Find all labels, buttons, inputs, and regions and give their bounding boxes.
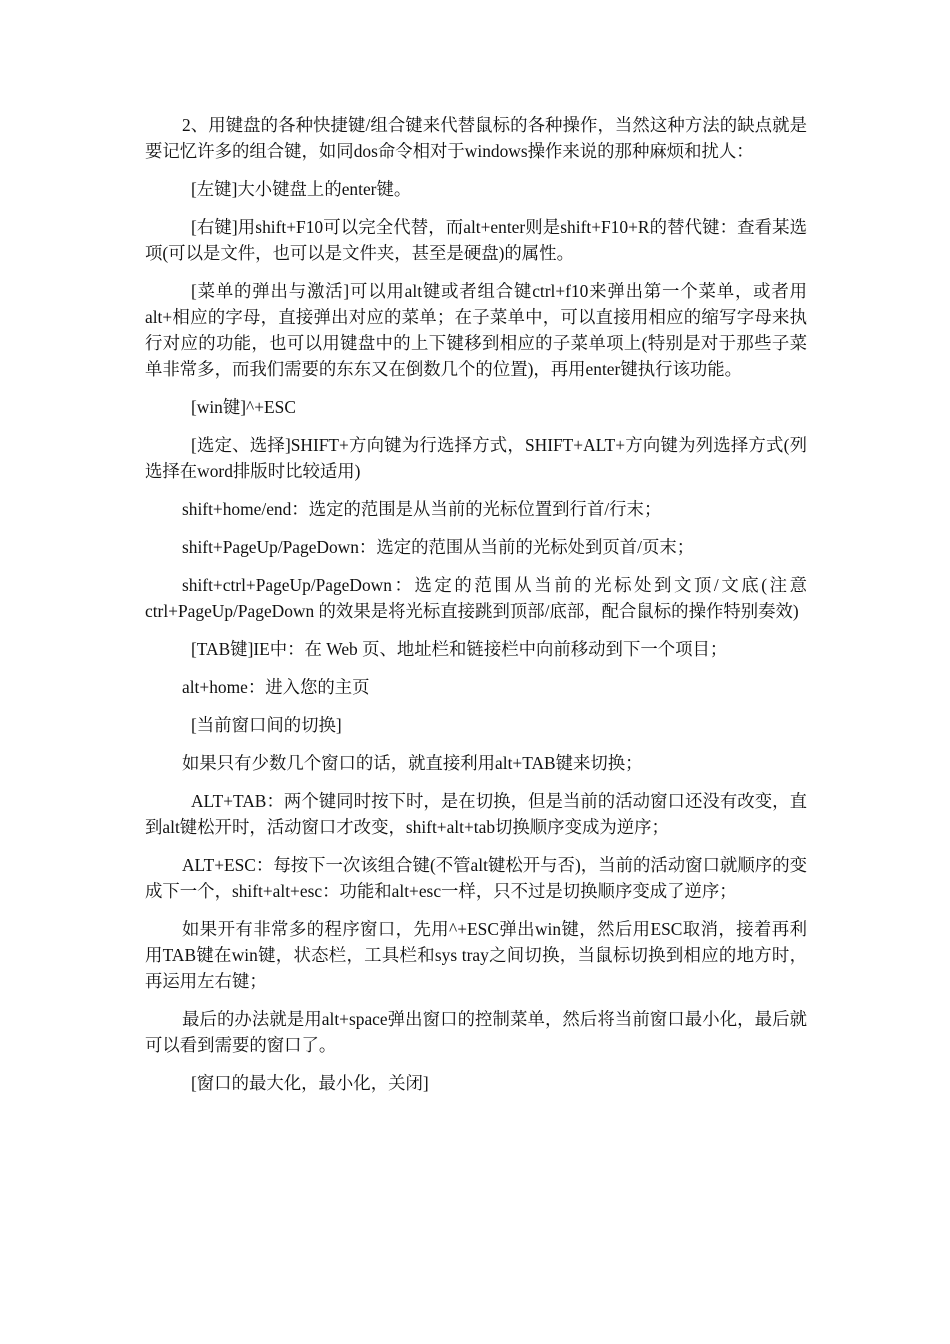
paragraph-keyboard-shortcuts-intro: 2、用键盘的各种快捷键/组合键来代替鼠标的各种操作，当然这种方法的缺点就是要记忆许多的组合键，如同dos命令相对于windows操作来说的那种麻烦和扰人： [145,115,807,161]
paragraph-right-click: [右键]用shift+F10可以完全代替，而alt+enter则是shift+F10+R的替代键：查看某选项(可以是文件，也可以是文件夹，甚至是硬盘)的属性。 [145,217,807,263]
paragraph-alt-tab: ALT+TAB：两个键同时按下时，是在切换，但是当前的活动窗口还没有改变，直到alt键松开时，活动窗口才改变，shift+alt+tab切换顺序变成为逆序； [145,791,807,837]
paragraph-window-switch-heading: [当前窗口间的切换] [191,715,342,735]
paragraph-alt-space: 最后的办法就是用alt+space弹出窗口的控制菜单，然后将当前窗口最小化，最后就可以看到需要的窗口了。 [145,1009,807,1055]
paragraph-many-windows: 如果开有非常多的程序窗口，先用^+ESC弹出win键，然后用ESC取消，接着再利用TAB键在win键，状态栏，工具栏和sys tray之间切换，当鼠标切换到相应的地方时，再运用左右键； [145,919,807,991]
paragraph-shift-home-end: shift+home/end：选定的范围是从当前的光标位置到行首/行末； [182,499,662,519]
paragraph-alt-esc: ALT+ESC：每按下一次该组合键(不管alt键松开与否)，当前的活动窗口就顺序的变成下一个，shift+alt+esc：功能和alt+esc一样，只不过是切换顺序变成了逆序； [145,855,807,901]
paragraph-selection: [选定、选择]SHIFT+方向键为行选择方式，SHIFT+ALT+方向键为列选择方式(列选择在word排版时比较适用) [145,435,807,481]
paragraph-tab-key: [TAB键]IE中：在 Web 页、地址栏和链接栏中向前移动到下一个项目； [191,639,728,659]
paragraph-menu-popup: [菜单的弹出与激活]可以用alt键或者组合键ctrl+f10来弹出第一个菜单，或者用alt+相应的字母，直接弹出对应的菜单；在子菜单中，可以直接用相应的缩写字母来执行对应的功能，也可以用键盘中的上下键移到相应的子菜单项上(特别是对于那些子菜单非常多，而我们需要的东东又在倒数几个的位置)，再用enter键执行该功能。 [145,281,807,379]
paragraph-win-key: [win键]^+ESC [191,397,296,417]
paragraph-shift-pageup: shift+PageUp/PageDown：选定的范围从当前的光标处到页首/页末； [182,537,695,557]
paragraph-alt-home: alt+home：进入您的主页 [182,677,370,697]
paragraph-shift-ctrl-pageup: shift+ctrl+PageUp/PageDown：选定的范围从当前的光标处到文顶/文底(注意ctrl+PageUp/PageDown 的效果是将光标直接跳到顶部/底部，配合鼠标的操作特别奏效) [145,575,807,621]
paragraph-window-max-min-close: [窗口的最大化，最小化，关闭] [191,1073,429,1093]
document-body [145,112,807,1108]
paragraph-left-click: [左键]大小键盘上的enter键。 [191,179,412,199]
paragraph-few-windows: 如果只有少数几个窗口的话，就直接利用alt+TAB键来切换； [182,753,643,773]
